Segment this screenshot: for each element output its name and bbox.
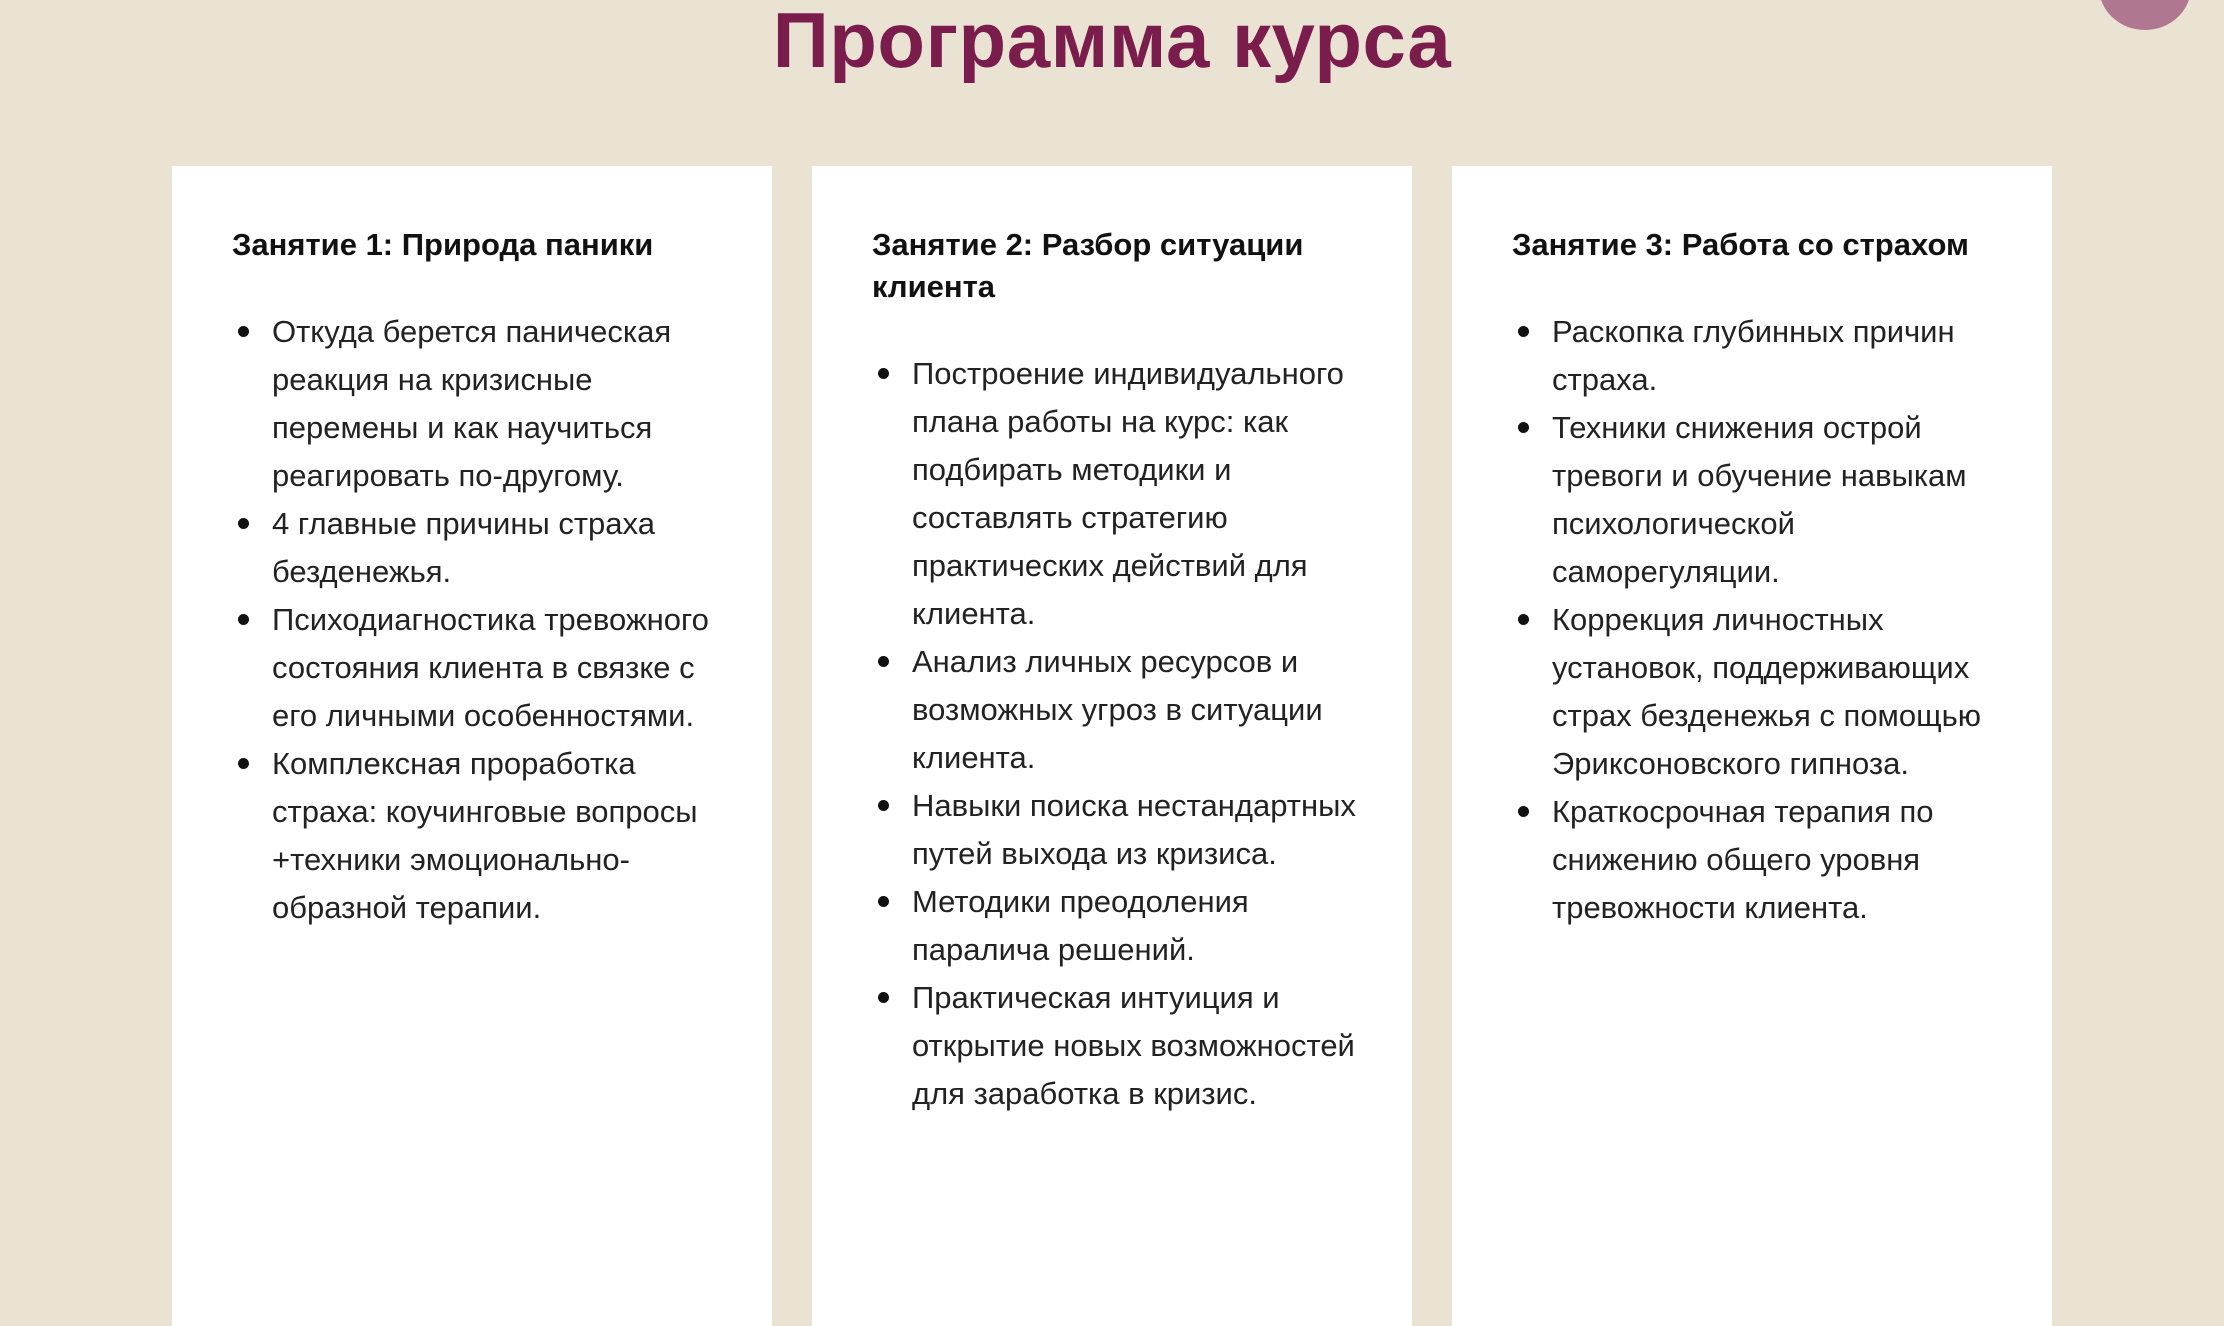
list-item: 4 главные причины страха безденежья. [232, 500, 722, 596]
list-item: Анализ личных ресурсов и возможных угроз в ситуации клиента. [872, 638, 1362, 782]
list-item: Построение индивидуального плана работы на курс: как подбирать методики и составлять стратегию практических действий для клиента. [872, 350, 1362, 638]
list-item: Раскопка глубинных причин страха. [1512, 308, 2002, 404]
lesson-topics-list [232, 308, 722, 932]
list-item: Навыки поиска нестандартных путей выхода из кризиса. [872, 782, 1362, 878]
list-item: Комплексная проработка страха: коучинговые вопросы +техники эмоционально-образной терапии. [232, 740, 722, 932]
list-item: Коррекция личностных установок, поддерживающих страх безденежья с помощью Эриксоновского гипноза. [1512, 596, 2002, 788]
lesson-card-3 [1452, 166, 2052, 1326]
list-item: Откуда берется паническая реакция на кризисные перемены и как научиться реагировать по-другому. [232, 308, 722, 500]
lesson-card-2 [812, 166, 1412, 1326]
list-item: Методики преодоления паралича решений. [872, 878, 1362, 974]
list-item: Техники снижения острой тревоги и обучение навыкам психологической саморегуляции. [1512, 404, 2002, 596]
lesson-title: Занятие 2: Разбор ситуации клиента [872, 227, 1304, 304]
list-item: Практическая интуиция и открытие новых возможностей для заработка в кризис. [872, 974, 1362, 1118]
lesson-title: Занятие 1: Природа паники [232, 227, 654, 262]
lesson-title: Занятие 3: Работа со страхом [1512, 227, 1969, 262]
list-item: Психодиагностика тревожного состояния клиента в связке с его личными особенностями. [232, 596, 722, 740]
page-title: Программа курса [772, 0, 1452, 84]
lesson-topics-list [1512, 308, 2002, 932]
lesson-topics-list [872, 350, 1362, 1118]
list-item: Краткосрочная терапия по снижению общего уровня тревожности клиента. [1512, 788, 2002, 932]
lesson-card-1 [172, 166, 772, 1326]
